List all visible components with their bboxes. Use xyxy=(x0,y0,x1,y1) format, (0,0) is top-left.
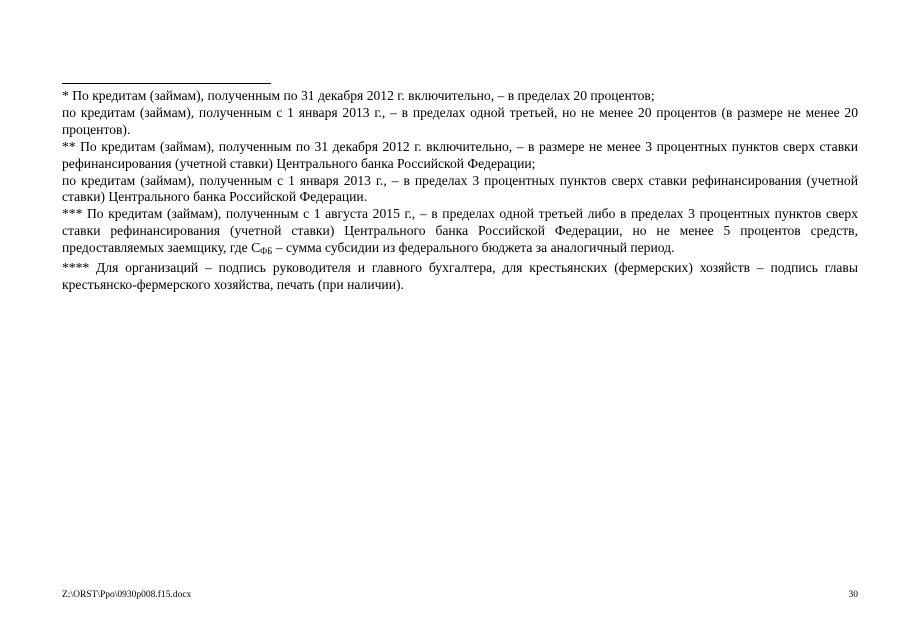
footnote-3-text: *** По кредитам (займам), полученным с 1 августа 2015 г., – в пределах одной третьей либо в пределах 3 процентных пунктов сверх ставки рефинансирования (учетной ставки) Центрального банка Российской Федерации, но не менее 5 процентов средств, предоставляемых заемщику, где С xyxy=(62,206,858,256)
footnote-1-part-1: * По кредитам (займам), полученным по 31 декабря 2012 г. включительно, – в пределах 20 процентов; xyxy=(62,88,655,103)
footnote-3 xyxy=(62,206,858,260)
footnote-separator xyxy=(62,83,271,84)
page-number: 30 xyxy=(848,590,858,600)
footnote-2-part-2: по кредитам (займам), полученным с 1 января 2013 г., – в пределах 3 процентных пунктов сверх ставки рефинансирования (учетной ставки) Центрального банка Российской Федерации. xyxy=(62,172,858,205)
footnote-2-part-1: ** По кредитам (займам), полученным по 31 декабря 2012 г. включительно, – в размере не менее 3 процентных пунктов сверх ставки рефинансирования (учетной ставки) Центрального банка Российской Федерации; xyxy=(62,138,858,171)
footer-file-path: Z:\ORST\Ppo\0930p008.f15.docx xyxy=(62,590,192,600)
footnotes-block xyxy=(62,88,858,294)
footnote-3-subscript: ФБ xyxy=(260,246,273,257)
footnote-3-text-end: – сумма субсидии из федерального бюджета за аналогичный период. xyxy=(272,240,675,256)
footnote-1-part-2: по кредитам (займам), полученным с 1 января 2013 г., – в пределах одной третьей, но не менее 20 процентов (в размере не менее 20 процентов). xyxy=(62,104,858,137)
footnote-4: **** Для организаций – подпись руководителя и главного бухгалтера, для крестьянских (фермерских) хозяйств – подпись главы крестьянско-фермерского хозяйства, печать (при наличии). xyxy=(62,260,858,292)
